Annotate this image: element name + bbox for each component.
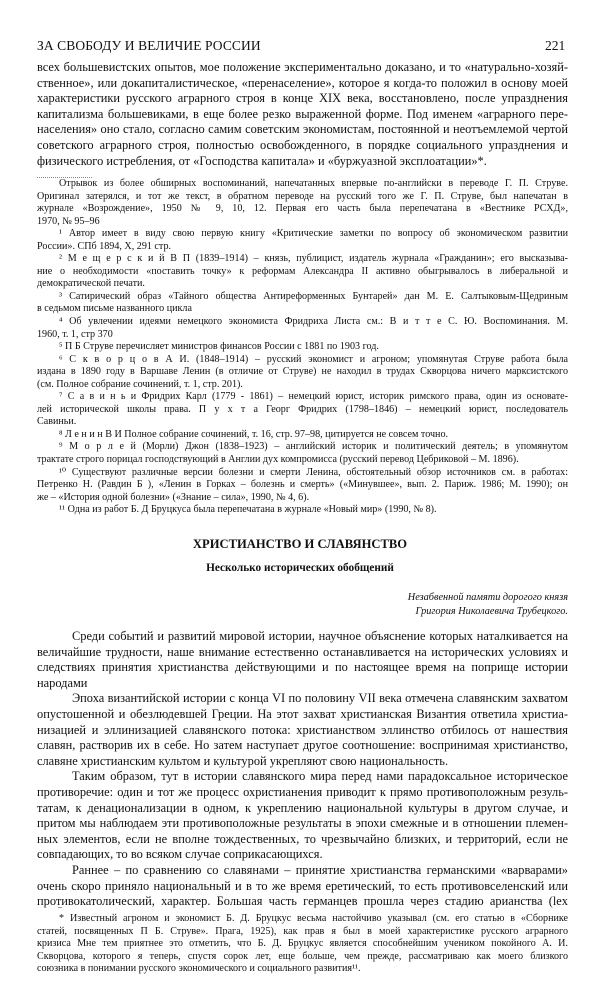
dedication xyxy=(300,591,568,619)
text-line: журнале «Возрождение», 1950 № 9, 10, 12. Первая его часть была перепечатана в «Вестнике РСХД», xyxy=(37,203,568,215)
text-line: ¹¹ Одна из работ Б. Д Бруцкуса была перепечатана в журнале «Новый мир» (1990, № 8). xyxy=(59,504,437,516)
article-body xyxy=(37,629,568,910)
dedication-line: Незабвенной памяти дорогого князя xyxy=(407,592,568,603)
paragraph xyxy=(37,467,568,505)
paragraph xyxy=(37,228,568,253)
paragraph xyxy=(37,316,568,341)
text-line: (см. Полное собрание сочинений, т. 1, стр. 201). xyxy=(37,378,243,390)
text-line: Петренко Н. (Равдин Б ), «Ленин в Горках – болезнь и смерть» («Минувшее», вып. 2. Париж. 1986; М. 1990); он xyxy=(37,479,568,491)
paragraph xyxy=(37,341,568,354)
paragraph xyxy=(37,691,568,769)
paragraph xyxy=(37,504,568,517)
text-line: Среди событий и развитий мировой истории, научное объяснение которых наталкивается на xyxy=(72,629,568,643)
paragraph xyxy=(37,913,568,976)
text-line: Раннее – по сравнению со славянами – принятие христианства германскими «варварами» xyxy=(72,862,568,877)
text-line: ³ Сатирический образ «Тайного общества Антиреформенных Бунтарей» дан М. Е. Салтыковым-Щедриным xyxy=(59,290,568,302)
text-line: Скворцова, которого я теперь, спустя сорок лет, еще больше, чем прежде, рассматриваю как моего близкого xyxy=(37,950,568,962)
continuation-text xyxy=(37,60,568,169)
text-line: совпадающих, то во всяком случае соприкасающихся. xyxy=(37,847,323,862)
paragraph xyxy=(37,60,568,169)
text-line: всех большевистских опытов, мое положение экспериментально доказано, и то «натурально-хозяй- xyxy=(37,60,568,74)
text-line: противоречие: один и тот же процесс охристианения приводит к прямо противоположным резуль- xyxy=(37,784,568,799)
text-line: ⁴ Об увлечении идеями немецкого экономиста Фридриха Листа см.: В и т т е С. Ю. Воспоминания. М. xyxy=(59,316,568,328)
paragraph xyxy=(37,178,568,228)
text-line: противокатолический, характер. Большая часть германцев прошла через стадию арианства (lex xyxy=(37,894,568,909)
text-line: Оригинал затерялся, и тот же текст, в обратном переводе на русский того же Г. П. Струве, был напечатан в xyxy=(37,190,568,202)
text-line: ⁵ П Б Струве перечисляет министров финансов России с 1881 по 1903 год. xyxy=(59,341,379,353)
article-title: ХРИСТИАНСТВО И СЛАВЯНСТВО xyxy=(192,537,408,551)
text-line: демократической печати. xyxy=(37,278,145,290)
paragraph xyxy=(37,354,568,392)
paragraph xyxy=(37,629,568,691)
text-line: ¹ Автор имеет в виду свою первую книгу «Критические заметки по вопросу об экономическом развитии xyxy=(59,228,568,240)
text-line: ⁹ М о р л е й (Морли) Джон (1838–1923) – английский историк и политический деятель; в упомянутом xyxy=(59,441,568,453)
paragraph xyxy=(37,441,568,466)
text-line: ⁷ С а в и н ь и Фридрих Карл (1779 - 1861) – немецкий юрист, историк римского права, один из основате- xyxy=(59,391,568,403)
text-line: характеристики русского аграрного строя в конце XIX века, восстановлено, после упразднения xyxy=(37,91,568,106)
text-line: России». СПб 1894, X, 291 стр. xyxy=(37,240,172,252)
text-line: ных элементов, если не вполне тождественных, то чрезвычайно близких, и территорий, если не xyxy=(37,831,568,846)
paragraph xyxy=(37,253,568,291)
text-line: союзника в понимании русского экономического и социального развития¹¹. xyxy=(37,963,361,975)
paragraph xyxy=(37,769,568,863)
text-line: статей, посвященных П Б. Струве». Прага, 1925), как прав я был в моей характеристике русского аграрного xyxy=(37,925,568,937)
text-line: ¹⁰ Существуют различные версии болезни и смерти Ленина, обстоятельный обзор источников см. в работах: xyxy=(59,466,568,478)
text-line: ² М е щ е р с к и й В П (1839–1914) – князь, публицист, издатель журнала «Гражданин»; его высказыва- xyxy=(59,253,568,265)
text-line: же – «История одной болезни» («Знание – сила», 1990, № 4, 6). xyxy=(37,491,310,503)
text-line: лей исторической школы права. П у х т а Георг Фридрих (1798–1846) – немецкий юрист, последователь xyxy=(37,403,568,415)
text-line: Савиньи. xyxy=(37,416,77,428)
text-line: ⁸ Л е н и н В И Полное собрание сочинений, т. 16, стр. 97–98, цитируется не совсем точно. xyxy=(59,428,449,440)
dedication-line: Григория Николаевича Трубецкого. xyxy=(415,606,568,617)
text-line: трактате строго порицал господствующий в Англии дух компромисса (русский перевод Цебриковой – М. 1896). xyxy=(37,454,519,466)
text-line: физического истребления, от «Господства капитала» и «буржуазной эксплоатации»*. xyxy=(37,153,487,168)
text-line: очень скоро приняло национальный и в то же время еретический, то есть противовселенский или xyxy=(37,878,568,893)
text-line: следствиях принятия христианства действующими и по настоящее время на поприще истории xyxy=(37,660,568,675)
text-line: капитализма большевиками, в еще более резко выраженной форме. Под именем «аграрного пере- xyxy=(37,106,568,121)
text-line: Эпоха византийской истории с конца VI по половину VII века отмечена славянским захватом xyxy=(72,691,568,706)
page-number: 221 xyxy=(545,38,566,53)
text-line: народами xyxy=(37,675,88,690)
page-footnote xyxy=(37,913,568,976)
text-line: Отрывок из более обширных воспоминаний, напечатанных впервые по-английски в переводе Г. П. Струве. xyxy=(59,178,568,189)
running-header-title: ЗА СВОБОДУ И ВЕЛИЧИЕ РОССИИ xyxy=(37,38,261,53)
text-line: притом мы наблюдаем эти противоположные результаты в эпохи смежные и в отношении племен- xyxy=(37,816,568,831)
footnote-divider xyxy=(58,907,62,908)
text-line: славяне христианским культом и культурой укрепляют свою национальность. xyxy=(37,753,449,768)
text-line: славян, растворив их в себе. Но затем наступает другое соотношение: воспринимая христианство, xyxy=(37,738,568,753)
text-line: татам, к денационализации в одном, к укреплению национальной культуры в другом случае, и xyxy=(37,800,568,815)
text-line: ственное», или докапиталистическое, «перенаселение», которое я когда-то положил в основу моей xyxy=(37,75,568,90)
text-line: кризиса Мне тем приятнее это отметить, что Б. Д. Бруцкус является способнейшим учеником покойного А. И. xyxy=(37,938,568,950)
text-line: ⁶ С к в о р ц о в А И. (1848–1914) – русский экономист и агроном; упомянутая Струве работа была xyxy=(59,353,568,365)
text-line: советского аграрного строя, полностью освобожденного, в порядке социального упразднения и xyxy=(37,137,568,152)
footnotes xyxy=(37,178,568,517)
text-line: опустошенной и обезлюдевшей Греции. На этот захват христианская Византия ответила христиа- xyxy=(37,706,568,721)
text-line: 1970, № 95–96 xyxy=(37,215,100,227)
paragraph xyxy=(37,429,568,442)
text-line: 1960, т. 1, стр 370 xyxy=(37,328,113,340)
text-line: * Известный агроном и экономист Б. Д. Бруцкус весьма настойчиво указывал (см. его статью в «Сборнике xyxy=(59,913,568,924)
article-subtitle: Несколько исторических обобщений xyxy=(206,562,394,574)
paragraph xyxy=(37,863,568,910)
paragraph xyxy=(37,291,568,316)
text-line: низацией и эллинизацией славянского потока: христианством эллинство отбилось от нашествия xyxy=(37,722,568,737)
text-line: в седьмом письме названного цикла xyxy=(37,303,192,315)
paragraph xyxy=(37,391,568,429)
text-line: издана в 1890 году в Варшаве Ленин (в отличие от Струве) не находил в трудах Скворцова ничего марксистского xyxy=(37,366,568,378)
text-line: величайшие трудности, наше внимание естественно останавливается на исторических условиях и xyxy=(37,644,568,659)
text-line: населения» оно стало, согласно самим советским экономистам, постоянной и неотъемлемой чертой xyxy=(37,122,568,137)
text-line: ние о необходимости «поставить точку» к реформам Александра II активно обыгрывалось в либеральной и xyxy=(37,265,568,277)
text-line: Таким образом, тут в истории славянского мира перед нами парадоксальное историческое xyxy=(72,769,568,784)
